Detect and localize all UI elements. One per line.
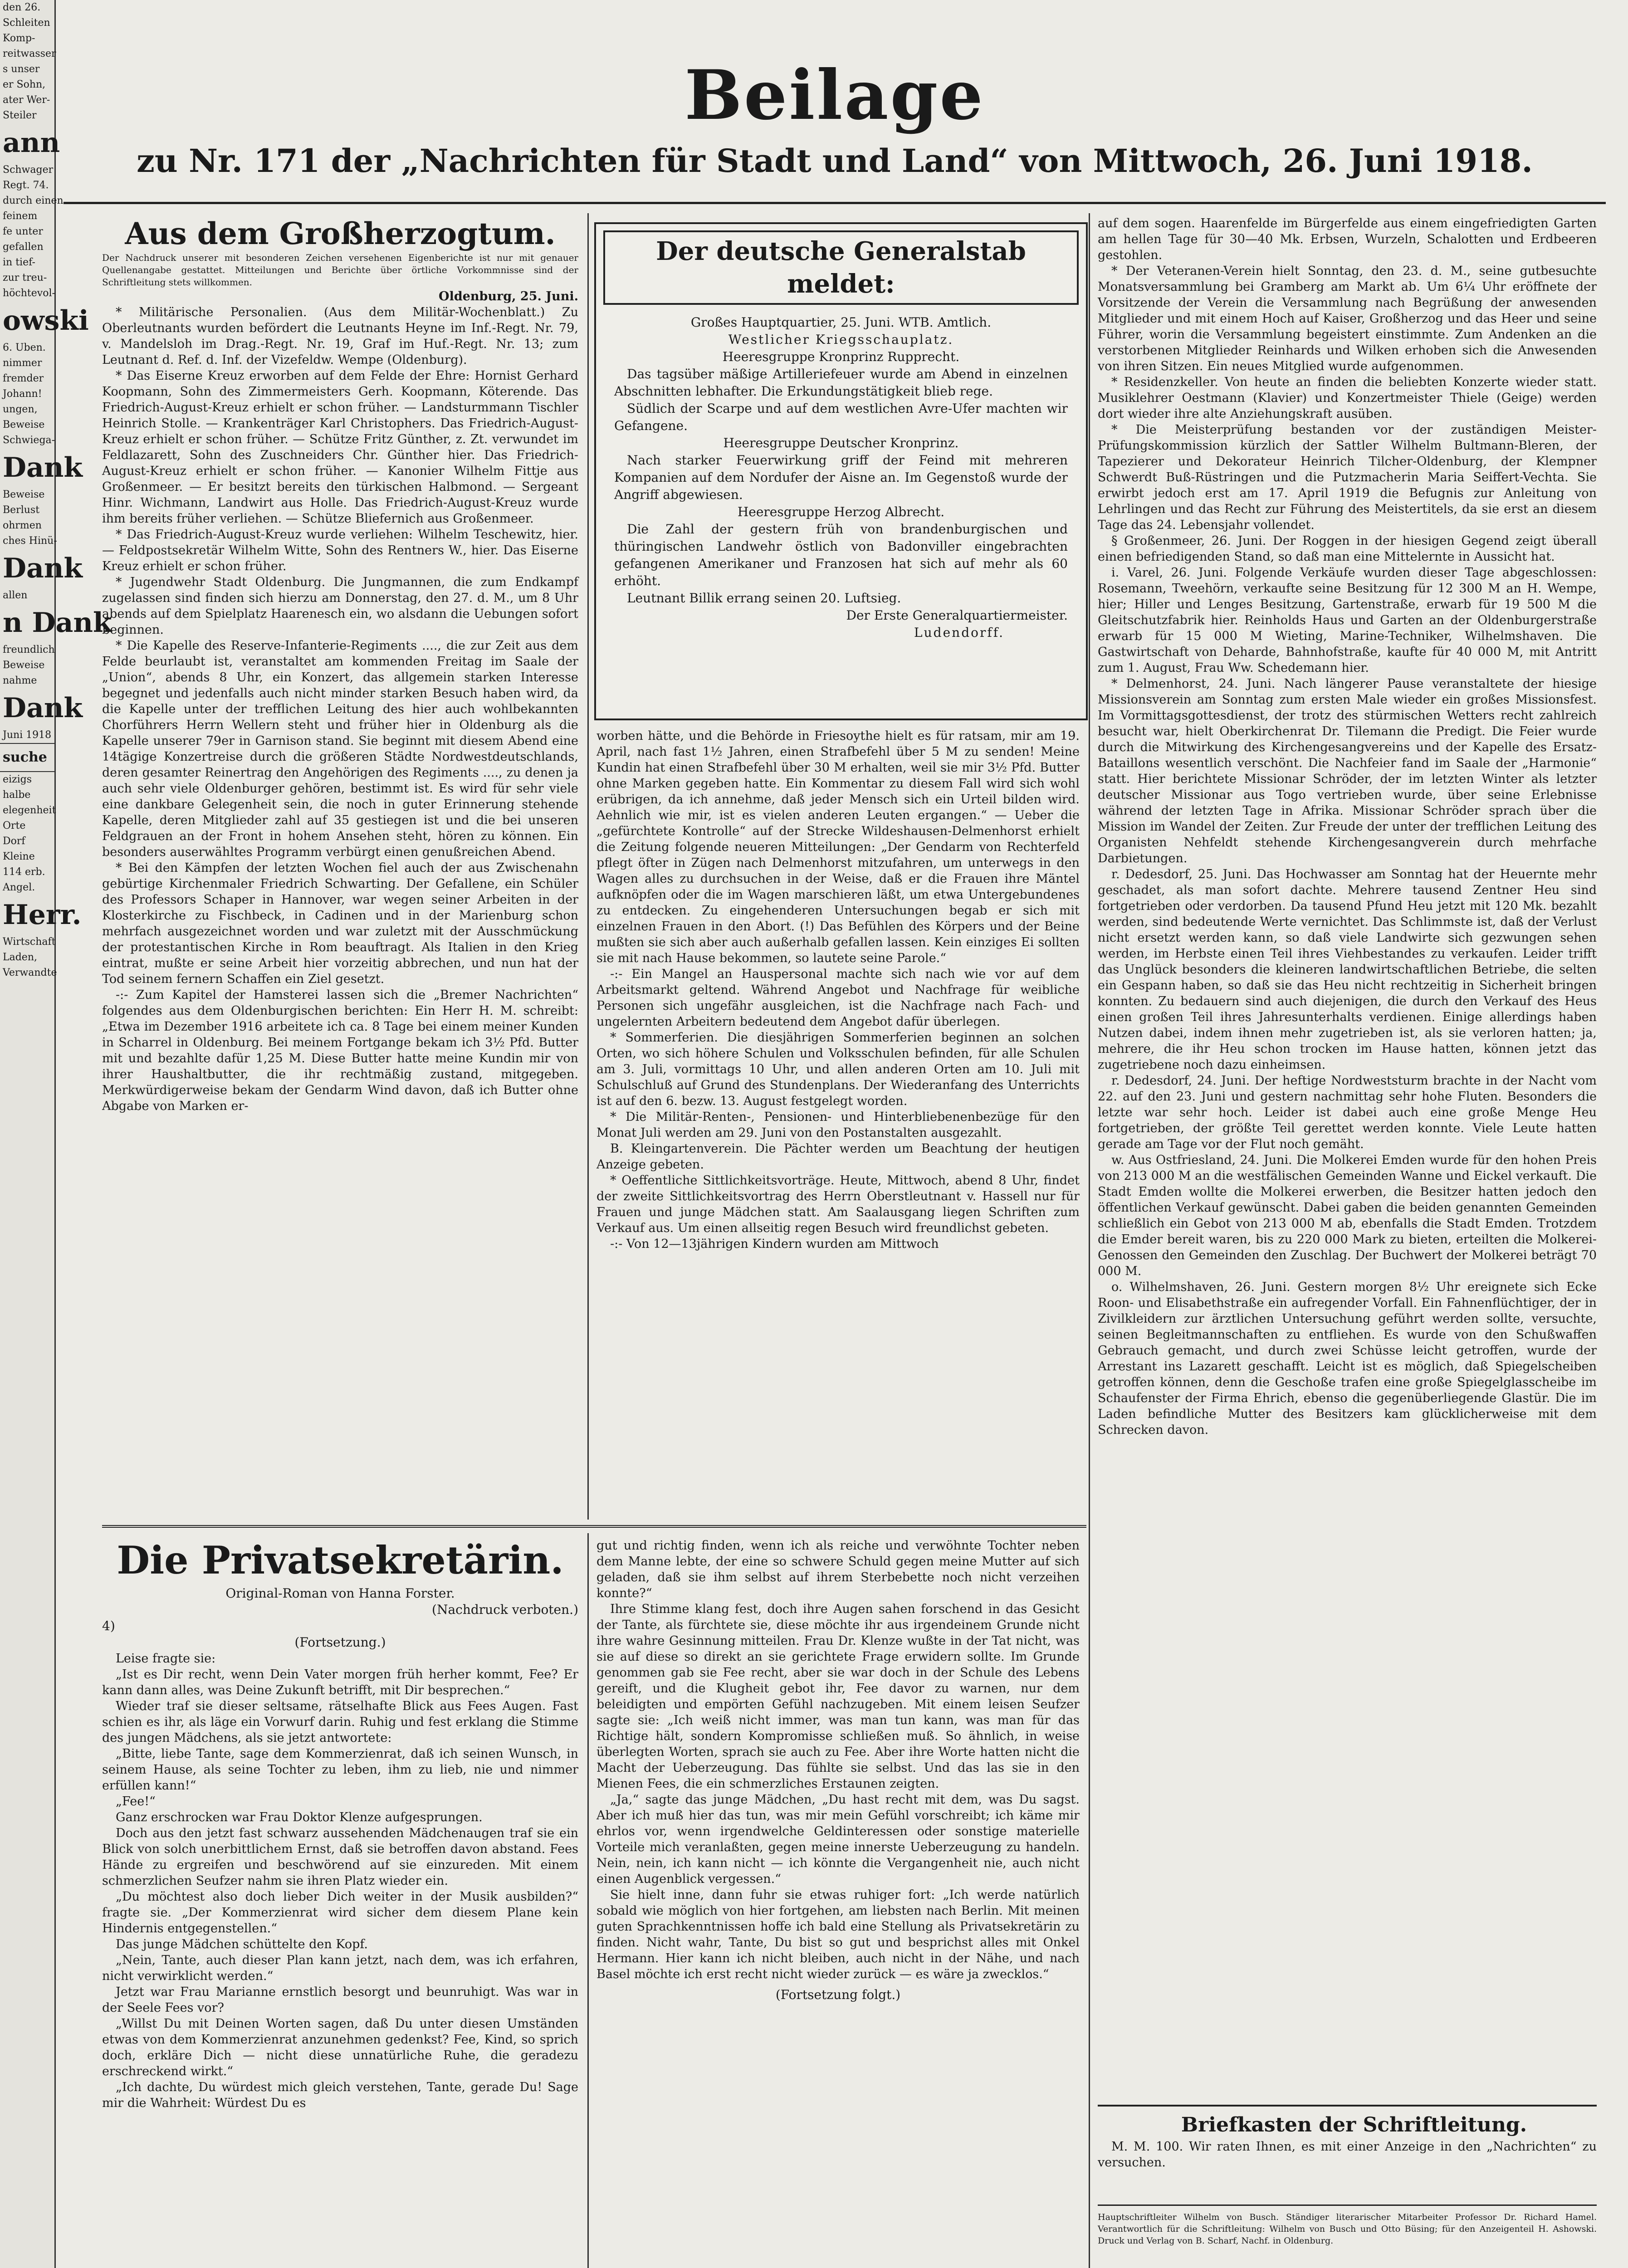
report-heading: Heeresgruppe Deutscher Kronprinz. xyxy=(723,435,959,450)
article-paragraph: * Bei den Kämpfen der letzten Wochen fiel auch der aus Zwischenahn gebürtige Kirchenmaler Friedrich Schwarting. Der Gefallene, ein Schüler des Professors Schaper in Hannover, war wegen seiner Arbeiten in der Klosterkirche zu Fischbeck, in Cadinen und in der Marienburg schon mehrfach ausgezeichnet worden und war zuletzt mit der Ausschmückung der protestantischen Kirche in Rom beauftragt. Als Italien in den Krieg eintrat, mußte er seine Arbeit hier vorzeitig abbrechen, und nun hat der Tod seinem fernern Schaffen ein Ziel gesetzt. xyxy=(102,861,578,986)
edge-line: Laden, xyxy=(3,952,37,963)
edge-line: Schleiten xyxy=(3,17,50,29)
novel-paragraph: „Willst Du mit Deinen Worten sagen, daß Du unter diesen Umständen etwas von dem Kommerzienrat anzunehmen gedenkst? Fee, Kind, so sprich doch, erkläre Dich — nicht diese unnatürliche Ruhe, die geradezu erschreckend wirkt.“ xyxy=(102,2017,578,2078)
article-paragraph: r. Dedesdorf, 24. Juni. Der heftige Nordweststurm brachte in der Nacht vom 22. auf den 23. Juni und gestern nachmittag sehr hohe Fluten. Besonders die letzte war sehr hoch. Leider ist dabei auch eine große Menge Heu fortgetrieben, der größte Teil gerettet werden konnte. Viele Leute hatten gerade am Tage vor der Flut noch gemäht. xyxy=(1098,1074,1597,1151)
edge-line: Beweise xyxy=(3,660,45,671)
report-line: Westlicher Kriegsschauplatz. xyxy=(728,332,954,347)
edge-line: Angel. xyxy=(3,882,35,893)
article-paragraph: § Großenmeer, 26. Juni. Der Roggen in der hiesigen Gegend zeigt überall einen befriedigenden Stand, so daß man eine Mittelernte in Aussicht hat. xyxy=(1098,534,1597,564)
report-body xyxy=(596,311,1086,607)
general-staff-report xyxy=(594,222,1088,720)
edge-line: Schwiega- xyxy=(3,435,55,446)
adjacent-page-edge xyxy=(0,0,112,2268)
edge-heading: n Dank xyxy=(3,607,112,639)
edge-line: nimmer xyxy=(3,357,42,369)
edge-line: Berlust xyxy=(3,504,40,516)
article-paragraph: * Der Veteranen-Verein hielt Sonntag, den 23. d. M., seine gutbesuchte Monatsversammlung bei Gramberg am Markt ab. Um 6¼ Uhr eröffnete der Vorsitzende der Verein die Versammlung nach Begrüßung der anwesenden Mitglieder und mit einem Hoch auf Kaiser, Großherzog und das Heer und seine Führer, worin die Versammlung begeistert einstimmte. Zum Andenken an die verstorbenen Mitglieder Reinhards und Wilken erhoben sich die Anwesenden von ihren Sitzen. Ein neues Mitglied wurde aufgenommen. xyxy=(1098,264,1597,373)
report-signature: Ludendorff. xyxy=(914,625,1004,640)
column-grand-duchy xyxy=(102,215,578,1508)
novel-column-left xyxy=(102,1585,578,2268)
novel-paragraph: „Du möchtest also doch lieber Dich weiter in der Musik ausbilden?“ fragte sie. „Der Kommerzienrat wird sicher dem diesem Plane kein Hindernis entgegenstellen.“ xyxy=(102,1890,578,1936)
article-paragraph: auf dem sogen. Haarenfelde im Bürgerfelde aus einem eingefriedigten Garten am hellen Tage für 30—40 Mk. Erbsen, Wurzeln, Schalotten und Erdbeeren gestohlen. xyxy=(1098,216,1597,262)
novel-installment-number: 4) xyxy=(102,1618,115,1633)
edge-line: Orte xyxy=(3,820,26,831)
article-paragraph: r. Dedesdorf, 25. Juni. Das Hochwasser am Sonntag hat der Heuernte mehr geschadet, als man sofort dachte. Mehrere tausend Zentner Heu sind fortgetrieben oder verdorben. Da tausend Pfund Heu jetzt mit 120 Mk. bezahlt werden, sind bedeutende Werte vernichtet. Das Schlimmste ist, daß der Verlust nicht ersetzt werden kann, so daß viele Landwirte sich gezwungen sehen werden, im Herbste einen Teil ihres Viehbestandes zu verkaufen. Leider trifft das Unglück besonders die kleineren landwirtschaftlichen Betriebe, die selten ein Gespann haben, so daß sie das Heu nicht rechtzeitig in Sicherheit bringen konnten. Zu bedauern sind auch diejenigen, die durch den Verkauf des Heus einen großen Teil ihres Jahresunterhalts verdienen. Einige allerdings haben Nutzen dabei, indem ihnen mehr zugetrieben ist, als sie verloren hatten; ja, mehrere, die ihr Heu schon trocken im Hause hatten, können jetzt das zugetriebene noch dazu einheimsen. xyxy=(1098,867,1597,1072)
section-title: Aus dem Großherzogtum. xyxy=(125,216,556,251)
edge-line: 6. Uben. xyxy=(3,342,46,353)
article-paragraph: worben hätte, und die Behörde in Friesoythe hielt es für ratsam, mir am 19. April, nach fast 1½ Jahren, einen Strafbefehl über 5 M zu senden! Meine Kundin hat einen Strafbefehl über 30 M erhalten, weil sie mir 3½ Pfd. Butter ohne Marken gegeben hatte. Ein Kommentar zu diesem Fall wird sich wohl erübrigen, da ich annehme, daß jeder Mensch sich ein Urteil bilden wird. Aehnlich wie mir, ist es vielen anderen Leuten ergangen.“ — Ueber die „gefürchtete Kontrolle“ auf der Strecke Wildeshausen-Delmenhorst erhielt die Zeitung folgende neueren Mitteilungen: „Der Gendarm von Rechterfeld pflegt öfter in Zügen nach Delmenhorst mitzufahren, um unterwegs in den Wagen alles zu durchsuchen in der Weise, daß er die Frauen ihre Mäntel aufknöpfen oder die im Wagen marschieren läßt, um etwa Untergebundenes zu entdecken. Zu eingehenderen Untersuchungen begab er sich mit einzelnen Frauen in den Abort. (!) Das Befühlen des Körpers und der Beine mußten sie sich aber auch außerhalb gefallen lassen. Kein einziges Ei sollten sie mit nach Hause bekommen, so lautete seine Parole.“ xyxy=(596,729,1080,965)
report-paragraph: Nach starker Feuerwirkung griff der Feind mit mehreren Kompanien auf dem Nordufer der Aisne an. Im Gegenstoß wurde der Angriff abgewiesen. xyxy=(614,453,1068,502)
novel-paragraph: Ihre Stimme klang fest, doch ihre Augen sahen forschend in das Gesicht der Tante, als fürchtete sie, diese möchte ihr aus irgendeinem Grunde nicht ihre wahre Gesinnung mitteilen. Frau Dr. Klenze wußte in der Tat nicht, was sie auf diese so direkt an sie gerichtete Frage erwidern sollte. Im Grunde genommen gab sie Fee recht, aber sie war doch in der Schule des Lebens gereift, und die Klugheit gebot ihr, Fee davor zu warnen, nur dem beleidigten und empörten Gefühl nachzugeben. Mit einem leisen Seufzer sagte sie: „Ich weiß nicht immer, was man tun kann, was man für das Richtige hält, sondern Kompromisse schließen muß. So ähnlich, in weise überlegten Worten, sprach sie auch zu Fee. Aber ihre Worte hatten nicht die Macht der Ueberzeugung. Das fühlte sie selbst. Und das las sie in den Mienen Fees, die ein schmerzliches Erstaunen zeigten. xyxy=(596,1602,1080,1791)
letterbox-reply: M. M. 100. Wir raten Ihnen, es mit einer Anzeige in den „Nachrichten“ zu versuchen. xyxy=(1098,2140,1597,2170)
article-paragraph: * Das Eiserne Kreuz erworben auf dem Felde der Ehre: Hornist Gerhard Koopmann, Sohn des Zimmermeisters Gerh. Koopmann, Köterende. Das Friedrich-August-Kreuz erhielt er schon früher. — Landsturmmann Tischler Heinrich Stolle. — Krankenträger Karl Christophers. Das Friedrich-August-Kreuz erhielt er schon früher. — Schütze Fritz Günther, z. Zt. verwundet im Feldlazarett, Sohn des Zuschneiders Chr. Günther hier. Das Friedrich-August-Kreuz erhielt er schon früher. — Kanonier Wilhelm Fittje aus Großenmeer. — Er besitzt bereits den türkischen Halbmond. — Sergeant Hinr. Wichmann, Landwirt aus Holle. Das Friedrich-August-Kreuz wurde ihm bereits früher verliehen. — Schütze Bliefernich aus Großenmeer. xyxy=(102,369,578,526)
feuilleton-rule xyxy=(102,1525,1086,1528)
edge-line: freundlich xyxy=(3,644,55,655)
column-divider xyxy=(587,213,589,1520)
article-paragraph: i. Varel, 26. Juni. Folgende Verkäufe wurden dieser Tage abgeschlossen: Rosemann, Tweehörn, verkaufte seine Besitzung für 12 300 M an H. Wempe, hier; Hiller und Lenges Besitzung, Gartenstraße, erwarb für 19 500 M die Gleitschutzfabrik hier. Reinholds Haus und Garten an der Oldenburgerstraße erwarb für 15 000 M Wieting, Marine-Techniker, Wilhelmshaven. Die Gastwirtschaft von Deharde, Bahnhofstraße, kaufte für 40 000 M, mit Antritt zum 1. August, Frau Ww. Schedemann hier. xyxy=(1098,566,1597,675)
column-local-news xyxy=(596,728,1080,1520)
report-signature-title: Der Erste Generalquartiermeister. xyxy=(846,608,1068,623)
novel-paragraph: Jetzt war Frau Marianne ernstlich besorgt und beunruhigt. Was war in der Seele Fees vor? xyxy=(102,1985,578,2015)
article-paragraph: * Militärische Personalien. (Aus dem Militär-Wochenblatt.) Zu Oberleutnants wurden befördert die Leutnants Heyne im Inf.-Regt. Nr. 79, v. Mandelsloh im Drag.-Regt. Nr. 19, Graf im Huf.-Regt. Nr. 13; zum Leutnant d. Ref. d. Inf. der Vizefeldw. Wempe (Oldenburg). xyxy=(102,305,578,367)
article-paragraph: B. Kleingartenverein. Die Pächter werden um Beachtung der heutigen Anzeige gebeten. xyxy=(596,1142,1080,1172)
column-divider xyxy=(587,1533,589,2268)
article-paragraph: * Die Kapelle des Reserve-Infanterie-Regiments ...., die zur Zeit aus dem Felde beurlaubt ist, veranstaltet am kommenden Freitag im Saale der „Union“, abends 8 Uhr, ein Konzert, das allgemein starken Interesse begegnet und jedenfalls auch nicht minder starken Besuch haben wird, da die Kapelle unter der trefflichen Leitung des hier auch wohlbekannten Chorführers Herrn Wellern steht und früher hier in Oldenburg als die Kapelle unserer 79er in Garnison stand. Sie beginnt mit diesem Abend eine 14tägige Konzertreise durch die größeren Städte Nordwestdeutschlands, deren gesamter Reinertrag den Angehörigen des Regiments ...., zu denen ja auch sehr viele Oldenburger gehören, bestimmt ist. Es wird für sehr viele eine dankbare Gelegenheit sein, die noch in guter Erinnerung stehende Kapelle, deren Mitglieder zahl auf 35 gestiegen ist und die bei unseren Feldgrauen an der Front in hohem Ansehen steht, hören zu können. Ein besonders auserwähltes Programm verbürgt einen genußreichen Abend. xyxy=(102,639,578,859)
article-paragraph: * Die Militär-Renten-, Pensionen- und Hinterbliebenenbezüge für den Monat Juli werden am 29. Juni von den Postanstalten ausgezahlt. xyxy=(596,1110,1080,1140)
article-paragraph: * Die Meisterprüfung bestanden vor der zuständigen Meister-Prüfungskommission kürzlich der Sattler Wilhelm Bultmann-Bleren, der Tapezierer und Dekorateur Heinrich Tilcher-Oldenburg, der Klempner Schwerdt Buß-Rüstringen und die Putzmacherin Maria Seiffert-Vechta. Sie erwirbt jedoch erst am 17. April 1919 die Befugnis zur Anleitung von Lehrlingen und das Recht zur Führung des Meistertitels, da sie erst an diesem Tage das 24. Lebensjahr vollendet. xyxy=(1098,423,1597,532)
edge-line: fremder xyxy=(3,373,44,384)
novel-paragraph: „Nein, Tante, auch dieser Plan kann jetzt, nach dem, was ich erfahren, nicht verwirklicht werden.“ xyxy=(102,1953,578,1983)
novel-paragraph: Das junge Mädchen schüttelte den Kopf. xyxy=(116,1937,368,1951)
report-title: Der deutsche Generalstab meldet: xyxy=(603,230,1079,305)
column-divider xyxy=(1089,213,1090,2268)
novel-paragraph: Leise fragte sie: xyxy=(116,1652,216,1666)
novel-paragraph: Doch aus den jetzt fast schwarz aussehenden Mädchenaugen traf sie ein Blick von solch unerbittlichem Ernst, daß sie betroffen davon abstand. Fees Hände zu ergreifen und beschwörend auf sie einzureden. Mit einem schmerzlichen Seufzer nahm sie ihren Platz wieder ein. xyxy=(102,1826,578,1888)
edge-line: Steiler xyxy=(3,110,37,121)
edge-line: 114 erb. xyxy=(3,866,45,878)
edge-line: in tief- xyxy=(3,257,35,268)
letterbox-title: Briefkasten der Schriftleitung. xyxy=(1181,2113,1527,2136)
edge-heading: suche xyxy=(0,743,54,772)
edge-line: ches Hinü- xyxy=(3,535,57,547)
edge-line: Dorf xyxy=(3,836,25,847)
letterbox-rule xyxy=(1098,2105,1597,2107)
edge-line: elegenheit xyxy=(3,805,56,816)
edge-line: nahme xyxy=(3,675,37,686)
edge-line: Johann! xyxy=(3,388,42,400)
novel-paragraph: „Ja,“ sagte das junge Mädchen, „Du hast recht mit dem, was Du sagst. Aber ich muß hier das tun, was mir mein Gefühl vorschreibt; ich käme mir ehrlos vor, wenn irgendwelche Geldinteressen oder sonstige materielle Vorteile mich veranlaßten, gegen meine innerste Ueberzeugung zu handeln. Nein, nein, ich kann nicht — ich könnte die Vergangenheit nie, auch nicht einen Augenblick vergessen.“ xyxy=(596,1793,1080,1886)
novel-paragraph: Wieder traf sie dieser seltsame, rätselhafte Blick aus Fees Augen. Fast schien es ihr, als läge ein Vorwurf darin. Ruhig und fest erklang die Stimme des jungen Mädchens, als sie jetzt antwortete: xyxy=(102,1699,578,1745)
edge-line: zur treu- xyxy=(3,272,47,284)
edge-line: s unser xyxy=(3,64,40,75)
novel-paragraph: gut und richtig finden, wenn ich als reiche und verwöhnte Tochter neben dem Manne lebte, der eine so schwere Schuld gegen meine Mutter auf sich geladen, daß sie ihm selbst auf ihrem Sterbebette noch nicht verzeihen konnte?“ xyxy=(596,1539,1080,1600)
edge-line: ater Wer- xyxy=(3,94,50,106)
novel-title: Die Privatsekretärin. xyxy=(117,1538,564,1583)
masthead-title: Beilage xyxy=(684,55,985,135)
edge-line: ungen, xyxy=(3,404,38,415)
masthead xyxy=(64,55,1606,181)
edge-heading: Dank xyxy=(3,452,83,484)
novel-paragraph: „Bitte, liebe Tante, sage dem Kommerzienrat, daß ich seinen Wunsch, in seinem Hause, als seine Tochter zu leben, ihm zu lieb, nie und nimmer erfüllen kann!“ xyxy=(102,1747,578,1793)
imprint: Hauptschriftleiter Wilhelm von Busch. Ständiger literarischer Mitarbeiter Professor Dr. Richard Hamel. Verantwortlich für die Schriftleitung: Wilhelm von Busch und Otto Büsing; für den Anzeigenteil H. Ashowski. Druck und Verlag von B. Scharf, Nachf. in Oldenburg. xyxy=(1098,2212,1597,2246)
edge-line: eizigs xyxy=(3,774,32,785)
report-paragraph: Das tagsüber mäßige Artilleriefeuer wurde am Abend in einzelnen Abschnitten lebhafter. Die Erkundungstätigkeit blieb rege. xyxy=(614,367,1068,399)
novel-paragraph: „Fee!“ xyxy=(116,1794,156,1809)
edge-line: halbe xyxy=(3,789,31,801)
edge-line: höchtevol- xyxy=(3,288,55,299)
column-regional-news xyxy=(1098,215,1597,2089)
novel-to-be-continued: (Fortsetzung folgt.) xyxy=(775,1987,901,2002)
novel-byline: Original-Roman von Hanna Forster. xyxy=(225,1586,455,1601)
report-heading: Heeresgruppe Herzog Albrecht. xyxy=(737,504,945,519)
article-paragraph: * Jugendwehr Stadt Oldenburg. Die Jungmannen, die zum Endkampf zugelassen sind finden sich hierzu am Donnerstag, den 27. d. M., um 8 Uhr abends auf dem Spielplatz Haarenesch ein, wo alsdann die Uebungen sofort beginnen. xyxy=(102,575,578,637)
edge-line: Komp- xyxy=(3,33,35,44)
edge-line: ohrmen xyxy=(3,520,42,531)
article-paragraph: * Oeffentliche Sittlichkeitsvorträge. Heute, Mittwoch, abend 8 Uhr, findet der zweite Sittlichkeitsvortrag des Herrn Oberstleutnant v. Hassell nur für Frauen und junge Mädchen statt. Am Saalausgang liegen Schriften zum Verkauf aus. Um einen allseitig regen Besuch wird freundlichst gebeten. xyxy=(596,1173,1080,1235)
report-paragraph: Leutnant Billik errang seinen 20. Luftsieg. xyxy=(627,591,901,606)
edge-line: Juni 1918 xyxy=(3,729,52,741)
edge-line: Kleine xyxy=(3,851,35,862)
report-paragraph: Südlich der Scarpe und auf dem westlichen Avre-Ufer machten wir Gefangene. xyxy=(614,401,1068,433)
novel-copyright: (Nachdruck verboten.) xyxy=(432,1602,578,1617)
article-paragraph: * Delmenhorst, 24. Juni. Nach längerer Pause veranstaltete der hiesige Missionsverein am Sonntag zum ersten Male wieder ein großes Missionsfest. Im Vormittagsgottesdienst, der trotz des stürmischen Wetters recht zahlreich besucht war, hielt Oberkirchenrat Dr. Tilemann die Predigt. Die Feier wurde durch die Mitwirkung des Kirchengesangvereins und der Kapelle des Ersatz-Bataillons wesentlich verschönt. Die Nachfeier fand im Saale der „Harmonie“ statt. Hier berichtete Missionar Schröder, der im letzten Winter als letzter deutscher Missionar aus Togo vertrieben wurde, über seine Erlebnisse während der letzten Tage in Afrika. Missionar Schröder sprach über die Mission im Wandel der Zeiten. Zur Freude der unter der trefflichen Leitung des Organisten Nehfeldt stehende Kirchengesangverein durch mehrfache Darbietungen. xyxy=(1098,677,1597,865)
novel-paragraph: „Ich dachte, Du würdest mich gleich verstehen, Tante, gerade Du! Sage mir die Wahrheit: Würdest Du es xyxy=(102,2080,578,2110)
edge-line: reitwasser xyxy=(3,48,56,59)
imprint-rule xyxy=(1098,2204,1597,2206)
edge-heading: Herr. xyxy=(3,899,82,931)
edge-line: gefallen xyxy=(3,241,44,253)
article-paragraph: * Residenzkeller. Von heute an finden die beliebten Konzerte wieder statt. Musiklehrer Oestmann (Klavier) und Konzertmeister Thiele (Geige) werden dort wieder ihre alte Anziehungskraft ausüben. xyxy=(1098,375,1597,421)
edge-line: den 26. xyxy=(3,2,41,13)
edge-heading: ann xyxy=(3,127,60,159)
report-paragraph: Die Zahl der gestern früh von brandenburgischen und thüringischen Landwehr östlich von Badonviller eingebrachten gefangenen Amerikaner und Franzosen hat sich auf mehr als 60 erhöht. xyxy=(614,522,1068,588)
edge-line: Verwandte xyxy=(3,967,57,978)
reprint-note: Der Nachdruck unserer mit besonderen Zeichen versehenen Eigenberichte ist nur mit genauer Quellenangabe gestattet. Mitteilungen und Berichte über örtliche Vorkommnisse sind der Schriftleitung stets willkommen. xyxy=(102,252,578,288)
article-paragraph: * Sommerferien. Die diesjährigen Sommerferien beginnen an solchen Orten, wo sich höhere Schulen und Volksschulen befinden, für alle Schulen am 3. Juli, vormittags 10 Uhr, und allen anderen Orten am 10. Juli mit Schulschluß auf Grund des Stundenplans. Der Wiederanfang des Unterrichts ist auf den 6. bezw. 13. August festgelegt worden. xyxy=(596,1031,1080,1108)
report-line: Großes Hauptquartier, 25. Juni. WTB. Amtlich. xyxy=(690,315,992,330)
article-paragraph: w. Aus Ostfriesland, 24. Juni. Die Molkerei Emden wurde für den hohen Preis von 213 000 M an die westfälischen Gemeinden Wanne und Eickel verkauft. Die Stadt Emden wollte die Molkerei erwerben, die Besitzer hatten jedoch den öffentlichen Verkauf gewünscht. Dabei gaben die beiden genannten Gemeinden schließlich ein Gebot von 213 000 M ab, ebenfalls die Stadt Emden. Trotzdem die Emder bereit waren, bis zu 220 000 Mark zu bieten, erteilten die Molkerei-Genossen den Gemeinden den Zuschlag. Der Buchwert der Molkerei beträgt 70 000 M. xyxy=(1098,1153,1597,1278)
article-paragraph: -:- Zum Kapitel der Hamsterei lassen sich die „Bremer Nachrichten“ folgendes aus dem Oldenburgischen berichten: Ein Herr H. M. schreibt: „Etwa im Dezember 1916 arbeitete ich ca. 8 Tage bei einem meiner Kunden in Scharrel in Oldenburg. Bei meinem Fortgange bekam ich 3½ Pfd. Butter mit und bezahlte dafür 1,25 M. Diese Butter hatte meine Kundin mir von ihrer Haushaltbutter, die ihr rechtmäßig zustand, mitgegeben. Merkwürdigerweise bekam der Gendarm Wind davon, daß ich Butter ohne Abgabe von Marken er- xyxy=(102,988,578,1113)
edge-line: durch einen xyxy=(3,195,64,206)
edge-line: feinem xyxy=(3,210,38,222)
edge-line: Beweise xyxy=(3,419,45,430)
novel-paragraph: Sie hielt inne, dann fuhr sie etwas ruhiger fort: „Ich werde natürlich sobald wie möglich von hier fortgehen, am liebsten nach Berlin. Mit meinen guten Sprachkenntnissen hoffe ich bald eine Stellung als Privatsekretärin zu finden. Nicht wahr, Tante, Du bist so gut und besprichst alles mit Onkel Hermann. Hier kann ich nicht bleiben, auch nicht in der Nähe, und nach Basel möchte ich erst recht nicht wieder zurück — es wäre ja zwecklos.“ xyxy=(596,1888,1080,1981)
novel-column-right xyxy=(596,1538,1080,2268)
report-line: Heeresgruppe Kronprinz Rupprecht. xyxy=(722,349,960,364)
masthead-subtitle: zu Nr. 171 der „Nachrichten für Stadt und Land“ von Mittwoch, 26. Juni 1918. xyxy=(137,142,1533,180)
edge-line: Wirtschaft xyxy=(3,936,56,948)
novel-paragraph: Ganz erschrocken war Frau Doktor Klenze aufgesprungen. xyxy=(116,1810,483,1824)
dateline: Oldenburg, 25. Juni. xyxy=(439,289,578,303)
edge-line: Schwager xyxy=(3,164,54,176)
letterbox xyxy=(1098,2112,1597,2170)
edge-heading: Dank xyxy=(3,692,83,724)
edge-line: Beweise xyxy=(3,489,45,500)
article-paragraph: o. Wilhelmshaven, 26. Juni. Gestern morgen 8½ Uhr ereignete sich Ecke Roon- und Elisabethstraße ein aufregender Vorfall. Ein Fahnenflüchtiger, der in Zivilkleidern zur ärztlichen Untersuchung geführt werden sollte, versuchte, seinen Begleitmannschaften zu entfliehen. Es wurde von den Schußwaffen Gebrauch gemacht, und durch zwei Schüsse leicht getroffen, wurde der Arrestant ins Lazarett geschafft. Leicht ist es möglich, daß Spiegelscheiben getroffen können, denn die Geschoße trafen eine große Spiegelglasscheibe im Schaufenster der Firma Ehrich, ebenso die gegenüberliegende Glastür. Die im Laden befindliche Mutter des Besitzers kam glücklicherweise mit dem Schrecken davon. xyxy=(1098,1280,1597,1437)
edge-line: fe unter xyxy=(3,226,43,237)
article-paragraph: -:- Von 12—13jährigen Kindern wurden am Mittwoch xyxy=(610,1237,939,1251)
article-paragraph: -:- Ein Mangel an Hauspersonal machte sich nach wie vor auf dem Arbeitsmarkt geltend. Während Angebot und Nachfrage für weibliche Personen sich ungefähr ausgleichen, ist die Nachfrage nach Fach- und ungelernten Arbeitern bedeutend dem Angebot dafür überlegen. xyxy=(596,967,1080,1029)
novel-continued: (Fortsetzung.) xyxy=(294,1635,386,1650)
edge-line: allen xyxy=(3,590,28,601)
edge-heading: Dank xyxy=(3,552,83,584)
edge-line: Regt. 74. xyxy=(3,180,49,191)
article-paragraph: * Das Friedrich-August-Kreuz wurde verliehen: Wilhelm Teschewitz, hier. — Feldpostsekretär Wilhelm Witte, Sohn des Rentners W., hier. Das Eiserne Kreuz erhielt er schon früher. xyxy=(102,528,578,573)
edge-heading: owski xyxy=(3,305,89,337)
edge-line: er Sohn, xyxy=(3,79,46,90)
novel-paragraph: „Ist es Dir recht, wenn Dein Vater morgen früh herher kommt, Fee? Er kann dann alles, was Deine Zukunft betrifft, mit Dir besprechen.“ xyxy=(102,1667,578,1697)
masthead-rule xyxy=(64,202,1606,204)
